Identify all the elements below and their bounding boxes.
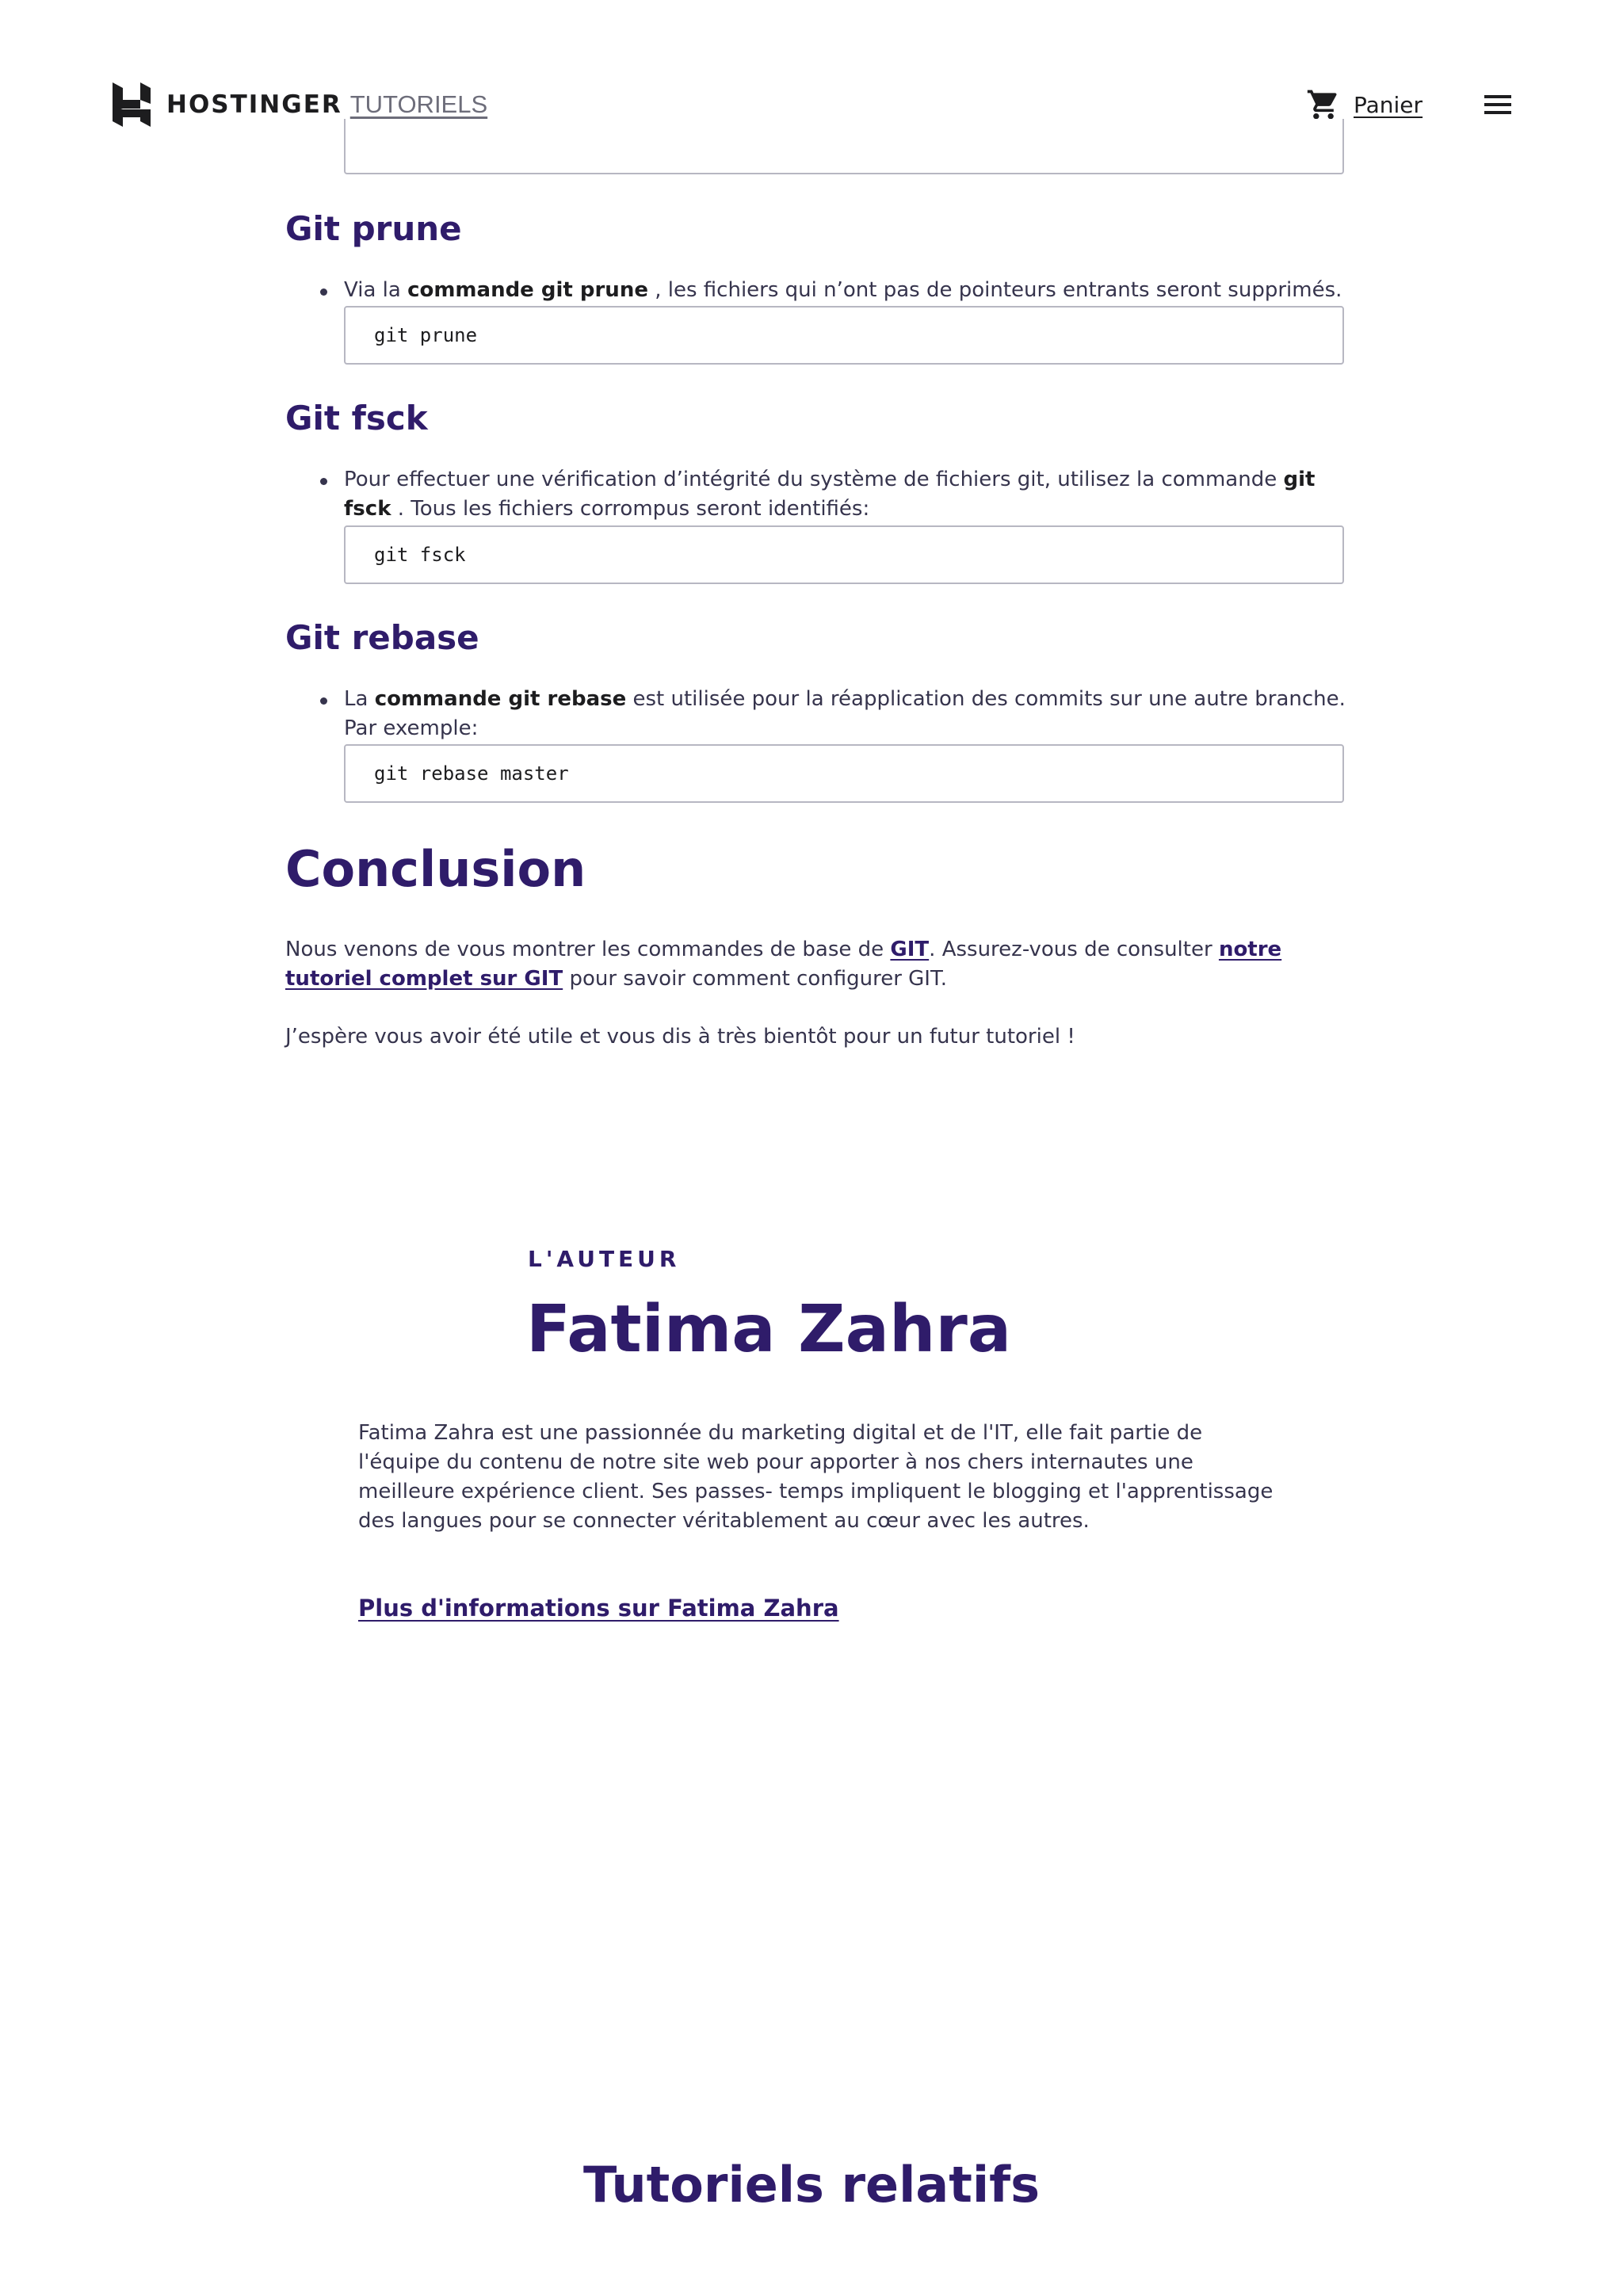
hostinger-logo-icon [113,82,151,127]
bullet-text: La [344,687,375,711]
brand-subtitle[interactable]: TUTORIELS [349,90,488,118]
section-title-git-fsck: Git fsck [285,399,428,437]
section-list-git-fsck [285,465,1347,524]
paragraph-text: Nous venons de vous montrer les commandes de base de [285,938,891,961]
code-block-git-fsck: git fsck [344,525,1344,584]
section-list-git-rebase [285,685,1347,743]
section-title-git-prune: Git prune [285,209,462,248]
author-name: Fatima Zahra [526,1292,1012,1367]
brand-name: HOSTINGER [166,90,342,119]
code-block-git-rebase: git rebase master [344,744,1344,803]
conclusion-paragraph-2: J’espère vous avoir été utile et vous dis à très bientôt pour un futur tutoriel ! [285,1025,1075,1049]
git-link[interactable]: GIT [890,938,930,961]
bullet-text: est utilisée pour la réapplication des commits sur une autre branche. Par exemple: [344,687,1346,740]
related-tutorials-title: Tutoriels relatifs [583,2156,1040,2214]
bullet-bold: commande git prune [407,278,648,302]
menu-button[interactable] [1482,90,1514,119]
section-title-git-rebase: Git rebase [285,618,479,657]
cart-link[interactable] [1306,87,1423,122]
list-item [285,685,1347,743]
bullet-text: . Tous les fichiers corrompus seront identifiés: [391,497,870,521]
paragraph-text: pour savoir comment configurer GIT. [563,967,948,991]
cart-icon [1306,87,1341,122]
author-more-info-link[interactable]: Plus d'informations sur Fatima Zahra [358,1595,839,1622]
menu-icon [1482,90,1514,119]
paragraph-text: . Assurez-vous de consulter [929,938,1219,961]
conclusion-paragraph-1 [285,935,1339,994]
author-bio: Fatima Zahra est une passionnée du marketing digital et de l'IT, elle fait partie de l'équipe du contenu de notre site web pour apporter à nos chers internautes une meilleure expérience client. Ses passes- temps impliquent le blogging et l'apprentissage des langues pour se connecter véritablement au cœur avec les autres. [358,1421,1274,1533]
bullet-text: , les fichiers qui n’ont pas de pointeurs entrants seront supprimés. [655,278,1342,302]
cart-label[interactable]: Panier [1354,91,1423,118]
bullet-bold: commande git rebase [374,687,627,711]
bullet-text: Via la [344,278,408,302]
conclusion-title: Conclusion [285,840,586,898]
code-block-git-prune: git prune [344,306,1344,365]
author-label: L'AUTEUR [528,1246,681,1272]
list-item [285,465,1347,524]
bullet-bold: git fsck [344,468,1316,521]
bullet-text: Pour effectuer une vérification d’intégrité du système de fichiers git, utilisez la commande [344,468,1284,491]
git-tutorial-link[interactable]: notre tutoriel complet sur GIT [285,938,1282,991]
code-block-previous [344,119,1344,174]
